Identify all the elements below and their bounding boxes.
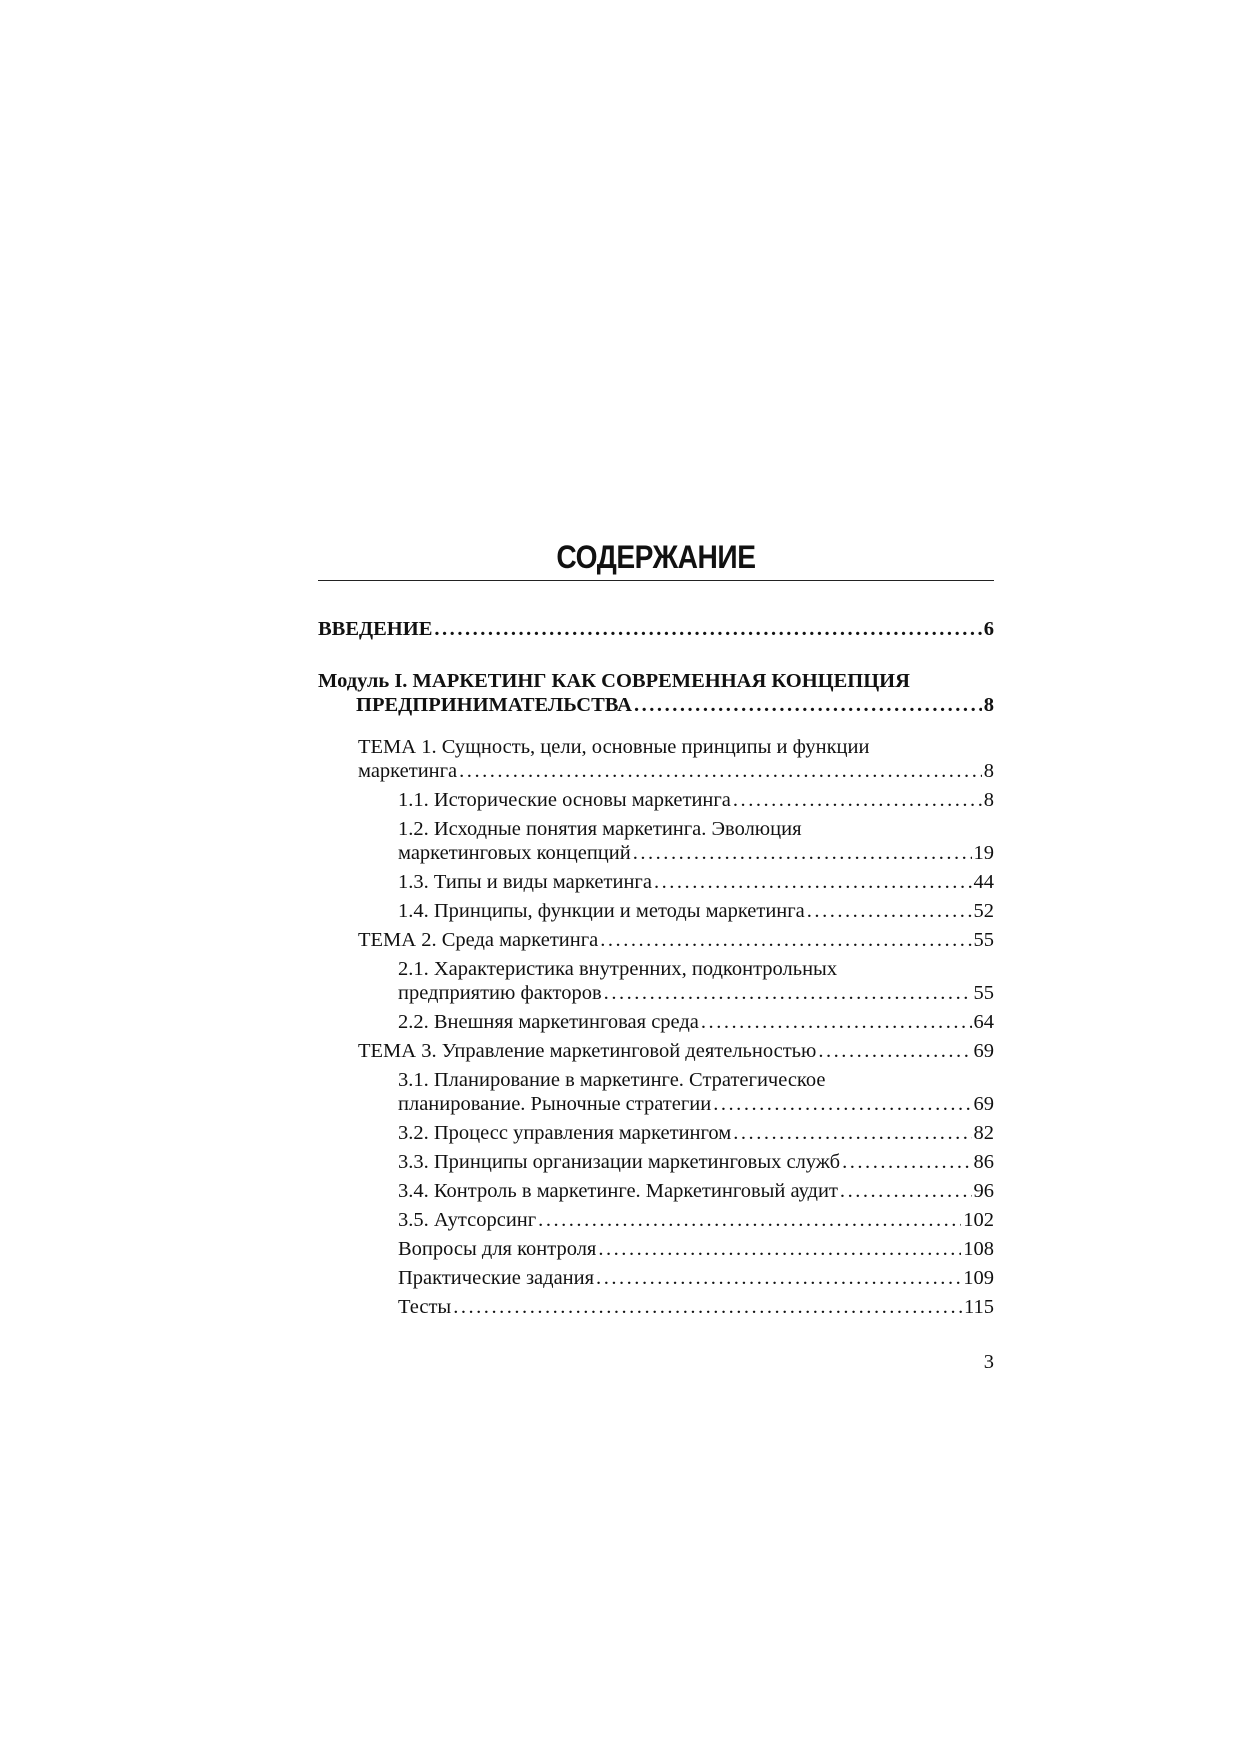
toc-entry-introduction[interactable] (318, 617, 994, 641)
toc-entry-page: 8 (983, 760, 994, 782)
toc-entry-page: 6 (983, 618, 994, 640)
toc-entry-text: 1.4. Принципы, функции и методы маркетинга (398, 900, 805, 922)
toc-entry-text: ТЕМА 1. Сущность, цели, основные принципы и функции (358, 736, 870, 758)
toc-entry-page: 44 (973, 871, 994, 893)
dot-leader (459, 759, 982, 783)
toc-entry-text-continued: планирование. Рыночные стратегии (398, 1093, 712, 1115)
toc-entry-text: ТЕМА 2. Среда маркетинга (358, 929, 599, 951)
toc-entry-text: 2.1. Характеристика внутренних, подконтрольных (398, 958, 838, 980)
toc-entry-section-3-2[interactable] (318, 1121, 994, 1145)
toc-entry-text: Модуль I. МАРКЕТИНГ КАК СОВРЕМЕННАЯ КОНЦЕПЦИЯ (318, 670, 910, 692)
toc-entry-tema-2[interactable] (318, 928, 994, 952)
dot-leader (818, 1039, 971, 1063)
toc-entry-page: 55 (973, 929, 994, 951)
toc-entry-text: ВВЕДЕНИЕ (318, 618, 433, 640)
dot-leader (538, 1208, 961, 1232)
dot-leader (713, 1092, 971, 1116)
dot-leader (633, 841, 972, 865)
dot-leader (733, 1121, 971, 1145)
toc-entry-page: 108 (963, 1238, 994, 1260)
toc-entry-page: 102 (963, 1209, 994, 1231)
toc-entry-text-continued: маркетинга (358, 760, 458, 782)
toc-entry-text: Практические задания (398, 1267, 595, 1289)
dot-leader (434, 617, 981, 641)
toc-entry-text: 1.2. Исходные понятия маркетинга. Эволюция (398, 818, 802, 840)
toc-entry-text: 3.5. Аутсорсинг (398, 1209, 537, 1231)
toc-entry-practical-tasks[interactable] (318, 1266, 994, 1290)
toc-entry-page: 69 (973, 1040, 994, 1062)
toc-entry-section-1-3[interactable] (318, 870, 994, 894)
toc-entry-text: ТЕМА 3. Управление маркетинговой деятельностью (358, 1040, 817, 1062)
dot-leader (733, 788, 982, 812)
toc-entry-page: 69 (973, 1093, 994, 1115)
toc-entry-page: 8 (983, 694, 994, 716)
toc-entry-text: 1.3. Типы и виды маркетинга (398, 871, 652, 893)
toc-entry-text-continued: предприятию факторов (398, 982, 602, 1004)
dot-leader (634, 693, 982, 717)
toc-entry-page: 86 (973, 1151, 994, 1173)
dot-leader (453, 1295, 962, 1319)
toc-entry-text: 2.2. Внешняя маркетинговая среда (398, 1011, 699, 1033)
toc-entry-page: 8 (983, 789, 994, 811)
toc-entry-section-3-1[interactable] (318, 1068, 994, 1116)
toc-entry-text-continued: маркетинговых концепций (398, 842, 631, 864)
toc-entry-section-1-2[interactable] (318, 817, 994, 865)
dot-leader (840, 1179, 972, 1203)
dot-leader (598, 1237, 961, 1261)
toc-entry-page: 109 (963, 1267, 994, 1289)
toc-entry-page: 82 (973, 1122, 994, 1144)
toc-entry-control-questions[interactable] (318, 1237, 994, 1261)
toc-entry-page: 115 (964, 1296, 994, 1318)
toc-entry-page: 96 (973, 1180, 994, 1202)
toc-entry-text: Вопросы для контроля (398, 1238, 597, 1260)
toc-entry-text: 3.1. Планирование в маркетинге. Стратегическое (398, 1069, 826, 1091)
toc-entry-text: 3.4. Контроль в маркетинге. Маркетинговый аудит (398, 1180, 838, 1202)
toc-entry-text: 1.1. Исторические основы маркетинга (398, 789, 731, 811)
toc-entry-text: 3.3. Принципы организации маркетинговых служб (398, 1151, 841, 1173)
dot-leader (604, 981, 972, 1005)
toc-entry-section-3-3[interactable] (318, 1150, 994, 1174)
toc-list (318, 617, 994, 1319)
toc-entry-section-1-4[interactable] (318, 899, 994, 923)
toc-entry-section-3-4[interactable] (318, 1179, 994, 1203)
dot-leader (701, 1010, 972, 1034)
toc-entry-section-1-1[interactable] (318, 788, 994, 812)
dot-leader (842, 1150, 971, 1174)
toc-entry-section-2-1[interactable] (318, 957, 994, 1005)
toc-entry-tema-1[interactable] (318, 735, 994, 783)
toc-entry-section-2-2[interactable] (318, 1010, 994, 1034)
page-number: 3 (983, 1351, 994, 1373)
toc-entry-tema-3[interactable] (318, 1039, 994, 1063)
toc-entry-text: 3.2. Процесс управления маркетингом (398, 1122, 732, 1144)
toc-entry-section-3-5[interactable] (318, 1208, 994, 1232)
toc-entry-module-1[interactable] (318, 669, 994, 717)
toc-entry-text: Тесты (398, 1296, 452, 1318)
dot-leader (596, 1266, 961, 1290)
toc-entry-text-continued: ПРЕДПРИНИМАТЕЛЬСТВА (356, 694, 632, 716)
dot-leader (654, 870, 972, 894)
dot-leader (600, 928, 971, 952)
toc-entry-page: 19 (973, 842, 994, 864)
title-divider (318, 580, 994, 581)
toc-entry-page: 52 (973, 900, 994, 922)
toc-entry-tests[interactable] (318, 1295, 994, 1319)
table-of-contents (318, 535, 994, 1319)
toc-entry-page: 64 (973, 1011, 994, 1033)
dot-leader (807, 899, 972, 923)
toc-entry-page: 55 (973, 982, 994, 1004)
page-title: СОДЕРЖАНИЕ (556, 539, 756, 575)
